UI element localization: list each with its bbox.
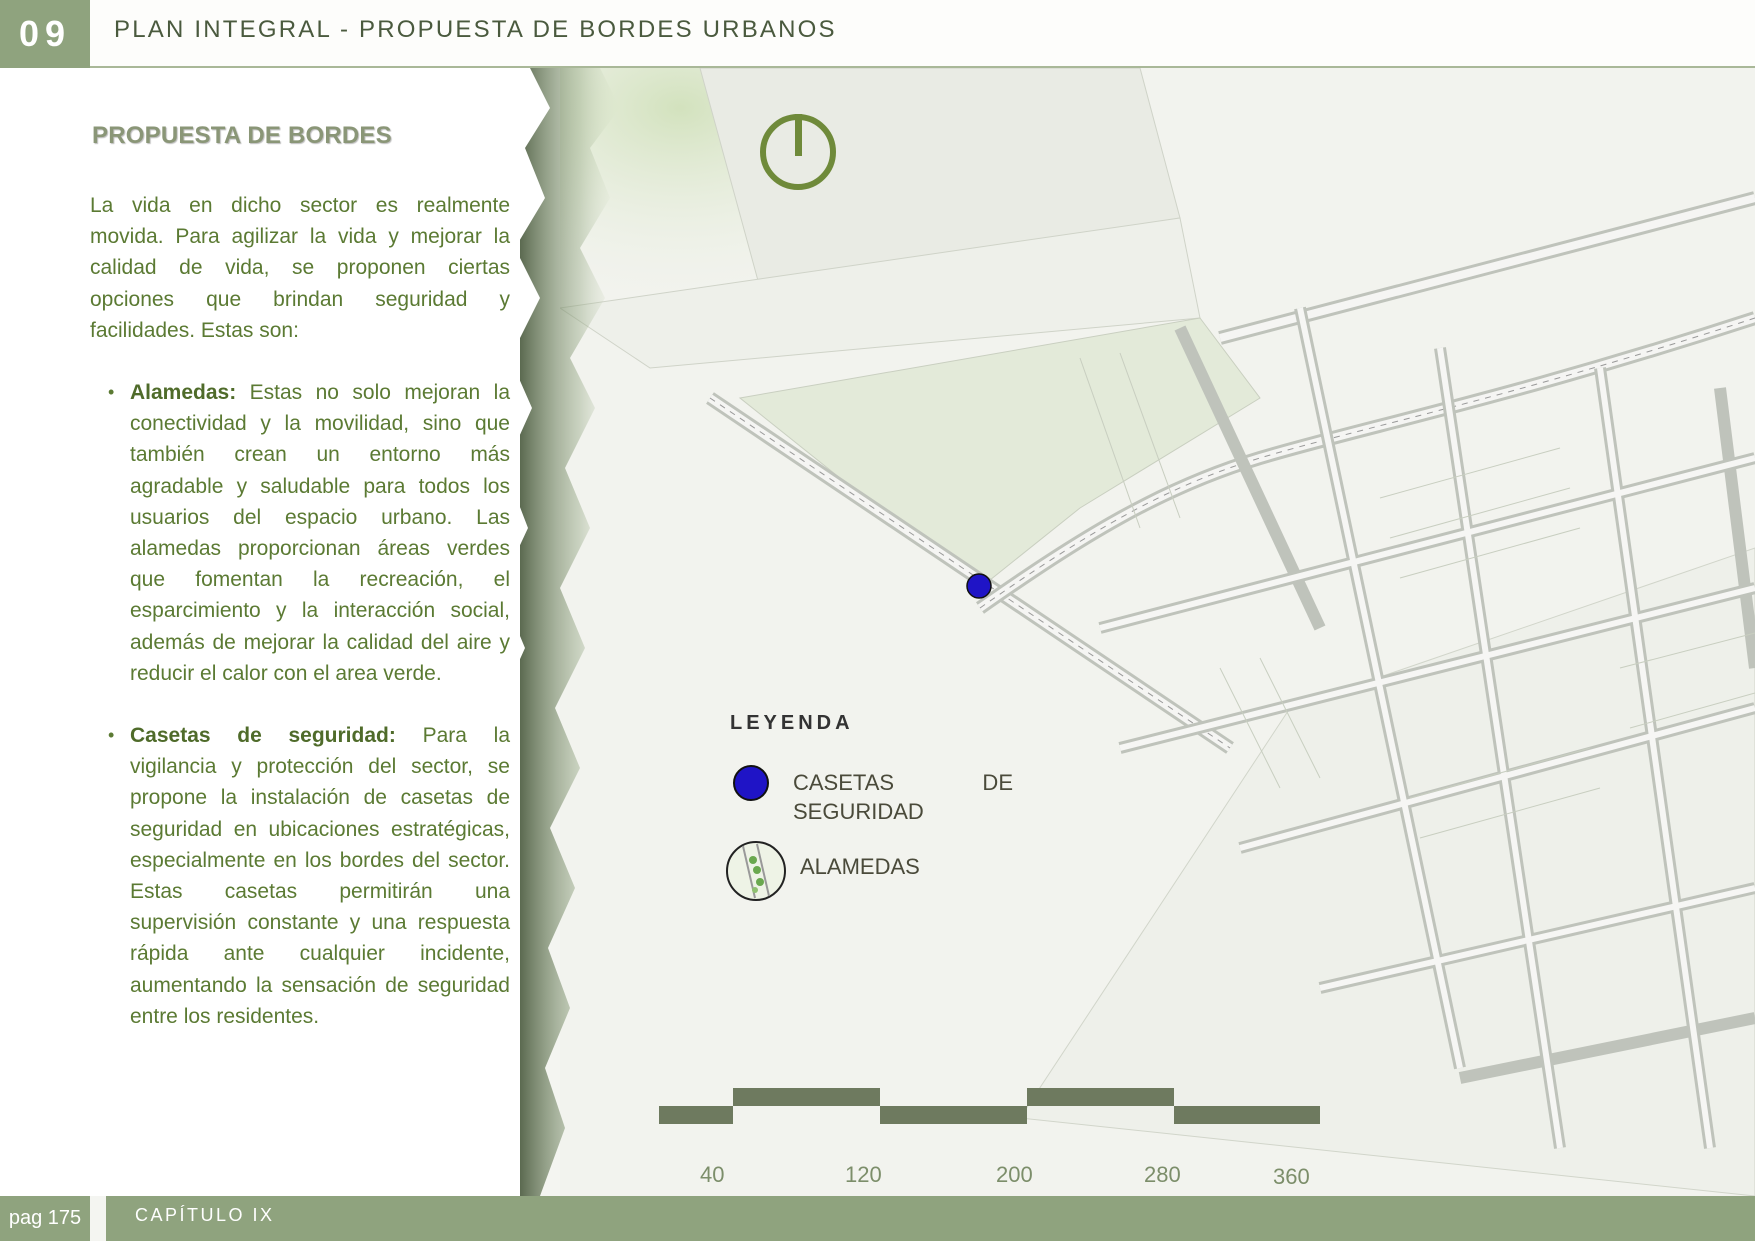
section-title: PROPUESTA DE BORDES [92, 122, 392, 149]
bullet-term: Alamedas: [130, 381, 237, 404]
scale-label: 120 [845, 1162, 882, 1187]
bullet-alamedas [104, 377, 510, 689]
bullet-text: Para la vigilancia y protección del sector, se propone la instalación de casetas de seguridad en ubicaciones estratégicas, especialmente en los bordes del sector. Estas casetas permitirán una supervisión constante y una respuesta rápida ante cualquier incidente, aumentando la sensación de seguridad entre los residentes. [130, 724, 510, 1028]
intro-paragraph: La vida en dicho sector es realmente movida. Para agilizar la vida y mejorar la calidad de vida, se proponen ciertas opciones que brindan seguridad y facilidades. Estas son: [90, 194, 510, 342]
bullet-dot-icon: • [108, 725, 115, 746]
header-divider [90, 66, 1755, 68]
page-title: PLAN INTEGRAL - PROPUESTA DE BORDES URBANOS [114, 16, 837, 43]
scale-label: 360 [1273, 1164, 1310, 1189]
bullet-term: Casetas de seguridad: [130, 724, 396, 748]
bullet-dot-icon: • [108, 382, 115, 402]
bullet-casetas [104, 720, 510, 1032]
chapter-number: 09 [0, 0, 90, 68]
legend-label-casetas-line2: SEGURIDAD [793, 799, 924, 824]
urban-map [560, 68, 1755, 1196]
bullet-text: Estas no solo mejoran la conectividad y la movilidad, sino que también crean un entorno más agradable y saludable para todos los usuarios del espacio urbano. Las alamedas proporcionan áreas verdes que fomentan la recreación, el esparcimiento y la interacción social, además de mejorar la calidad del aire y reducir el calor con el area verde. [130, 381, 510, 685]
footer-chapter: CAPÍTULO IX [135, 1205, 275, 1225]
bullet-list [104, 377, 510, 1032]
scale-label: 200 [996, 1162, 1033, 1187]
page-footer [106, 1196, 1755, 1241]
legend-title: LEYENDA [730, 712, 854, 734]
legend-label-alamedas: ALAMEDAS [800, 854, 920, 879]
page-number: pag 175 [0, 1196, 90, 1241]
scale-label: 40 [700, 1162, 725, 1187]
security-booth-marker [967, 574, 991, 598]
scale-label: 280 [1144, 1162, 1181, 1187]
alameda-legend-icon [725, 840, 787, 902]
security-booth-legend-icon [733, 765, 769, 801]
map-drawing [560, 68, 1755, 1196]
legend-label-casetas: CASETAS DE [793, 770, 1013, 795]
